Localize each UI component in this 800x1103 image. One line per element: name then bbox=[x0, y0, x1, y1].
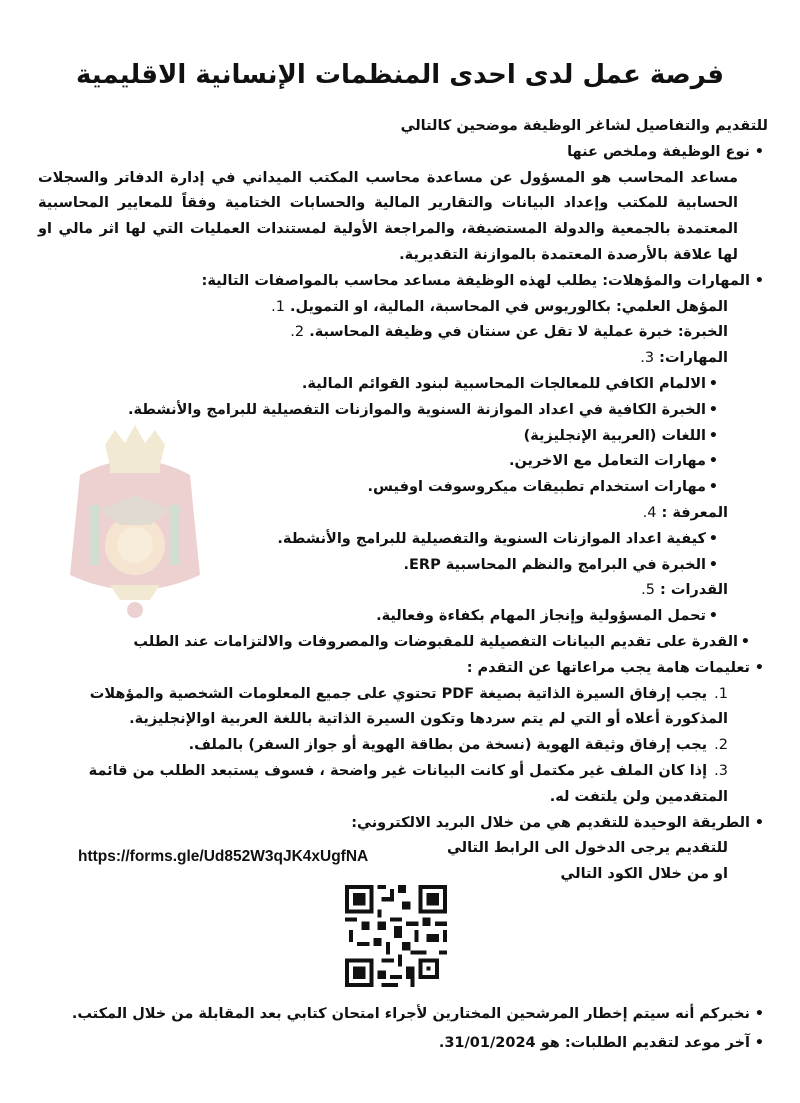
job-description: مساعد المحاسب هو المسؤول عن مساعدة محاسب المكتب الميداني في إدارة الدفاتر والسجلات الحسابية للمكتب وإعداد البيانات والتقارير المالية والحسابات الختامية وفقاً للمعايير المحاسبية المعتمدة بالجمعية والدولة المستضيفة، والمراجعة الأولية لمستندات العمليات التي لها اثر مالي او لها علاقة بالأرصدة المعتمدة بالموازنة التقديرية. bbox=[38, 169, 738, 263]
deadline-note: • آخر موعد لتقديم الطلبات: هو 31/01/2024. bbox=[38, 1029, 768, 1058]
sub-skill-item: • مهارات استخدام تطبيقات ميكروسوفت اوفيس. bbox=[38, 475, 768, 501]
knowledge-heading: المعرفة : 4. bbox=[642, 504, 728, 521]
ability-item: • القدرة على تقديم البيانات التفصيلية للمقبوضات والمصروفات والالتزامات عند الطلب bbox=[38, 630, 768, 656]
instruction-item: 3. إذا كان الملف غير مكتمل أو كانت البيانات غير واضحة ، فسوف يستبعد الطلب من قائمة المتقدمين ولن يلتفت له. bbox=[88, 762, 728, 805]
instruction-item: 2. يجب إرفاق وثيقة الهوية (نسخة من بطاقة الهوية أو جواز السفر) بالملف. bbox=[188, 737, 728, 754]
sub-skill-item: • مهارات التعامل مع الاخرين. bbox=[38, 449, 768, 475]
main-content bbox=[38, 114, 768, 888]
skill-item: المؤهل العلمي: بكالوريوس في المحاسبة، المالية، او التمويل. 1. bbox=[271, 298, 728, 315]
skill-item: المهارات: 3. bbox=[640, 350, 728, 367]
knowledge-item: • الخبرة في البرامج والنظم المحاسبية ERP. bbox=[38, 553, 768, 579]
sub-skill-item: • الالمام الكافي للمعالجات المحاسبية لبنود القوائم المالية. bbox=[38, 372, 768, 398]
ability-item: • تحمل المسؤولية وإنجاز المهام بكفاءة وفعالية. bbox=[38, 604, 768, 630]
skills-heading: • المهارات والمؤهلات: يطلب لهذه الوظيفة مساعد محاسب بالمواصفات التالية: bbox=[38, 269, 768, 295]
skill-item: الخبرة: خبرة عملية لا تقل عن سنتان في وظيفة المحاسبة. 2. bbox=[290, 324, 728, 341]
apply-heading: • الطريقة الوحيدة للتقديم هي من خلال البريد الالكتروني: bbox=[38, 811, 768, 837]
abilities-heading: القدرات : 5. bbox=[641, 582, 728, 599]
knowledge-item: • كيفية اعداد الموازنات السنوية والتفصيلية للبرامج والأنشطة. bbox=[38, 527, 768, 553]
sub-skill-item: • اللغات (العربية الإنجليزية) bbox=[38, 424, 768, 450]
job-type-heading: • نوع الوظيفة وملخص عنها bbox=[38, 140, 768, 166]
page-title: فرصة عمل لدى احدى المنظمات الإنسانية الاقليمية bbox=[75, 60, 724, 90]
apply-link-label: للتقديم يرجى الدخول الى الرابط التالي bbox=[446, 840, 728, 857]
qr-label: او من خلال الكود التالي bbox=[560, 866, 728, 883]
sub-skill-item: • الخبرة الكافية في اعداد الموازنة السنوية والموازنات التفصيلية للبرامج والأنشطة. bbox=[38, 398, 768, 424]
footer-notes bbox=[38, 1000, 768, 1058]
instructions-heading: • تعليمات هامة يجب مراعاتها عن التقدم : bbox=[38, 656, 768, 682]
instruction-item: 1. يجب إرفاق السيرة الذاتية بصيغة PDF تحتوي على جميع المعلومات الشخصية والمؤهلات المذكورة أعلاه أو التي لم يتم سردها وتكون السيرة الذاتية باللغة العربية اوالإنجليزية. bbox=[89, 685, 728, 728]
qr-code-icon[interactable] bbox=[345, 885, 447, 987]
application-form-link[interactable]: https://forms.gle/Ud852W3qJK4xUgfNA bbox=[78, 848, 369, 865]
intro-text: للتقديم والتفاصيل لشاغر الوظيفة موضحين كالتالي bbox=[400, 118, 768, 134]
footer-note: • نخبركم أنه سيتم إخطار المرشحين المختارين لأجراء امتحان كتابي بعد المقابلة من خلال المكتب. bbox=[38, 1000, 768, 1029]
